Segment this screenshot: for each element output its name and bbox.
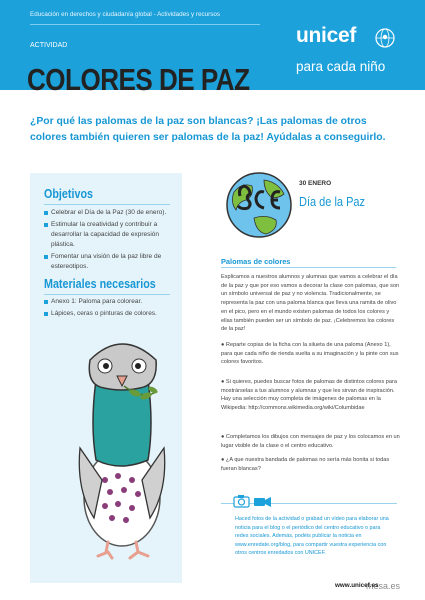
footer-url[interactable]: www.unicef.es bbox=[335, 582, 379, 589]
list-item: Estimular la creatividad y contribuir a desarrollar la capacidad de expresión plástica. bbox=[44, 220, 174, 250]
materials-divider bbox=[44, 294, 170, 295]
watermark: mesa.es bbox=[366, 581, 401, 591]
camera-icon bbox=[233, 493, 273, 509]
list-item: Fomentar una visión de la paz libre de estereotipos. bbox=[44, 252, 174, 272]
objectives-heading: Objetivos bbox=[44, 187, 93, 201]
materials-heading: Materiales necesarios bbox=[44, 277, 156, 291]
content-paragraph-2: ● Reparte copias de la ficha con la silueta de una paloma (Anexo 1), para que cada niño de rienda suelta a su imaginación y la pinte con sus colores favoritos. bbox=[221, 342, 399, 366]
unicef-logo[interactable] bbox=[296, 24, 402, 82]
logo-tagline: para cada niño bbox=[296, 59, 386, 74]
header-divider bbox=[30, 24, 260, 25]
list-item: Anexo 1: Paloma para colorear. bbox=[44, 297, 174, 307]
objectives-list bbox=[44, 208, 174, 274]
logo-word: unicef bbox=[296, 24, 357, 47]
event-date: 30 ENERO bbox=[299, 180, 332, 187]
header-strip-text: Educación en derechos y ciudadanía global - Actividades y recursos bbox=[30, 11, 221, 18]
earth-globe-icon bbox=[224, 170, 294, 240]
content-paragraph-4: ● Completamos los dibujos con mensajes de paz y los colocamos en un lugar visible de la clase o el centro educativo. bbox=[221, 434, 400, 449]
list-item: Celebrar el Día de la Paz (30 de enero). bbox=[44, 208, 174, 218]
materials-list bbox=[44, 297, 174, 321]
content-paragraph-1: Explicamos a nuestros alumnos y alumnas que vamos a celebrar el día de la paz y que por eso vamos a decorar la clase con palomas, que son un símbolo universal de paz y no violencia. Tradicionalmente, se representa la paz con una paloma blanca que lleva una ramita de olivo en el pico, pero en el mundo existen palomas de todos los colores y ellas también pueden ser un símbolo de paz. ¡Celebremos los colores de la paz! bbox=[221, 274, 400, 333]
section-heading: Palomas de colores bbox=[221, 257, 291, 266]
event-title: Día de la Paz bbox=[299, 195, 366, 209]
tip-text: Haced fotos de la actividad o grabad un vídeo para elaborar una noticia para el blog o el periódico del centro educativo o para redes sociales. Además, podéis publicar la noticia en www.enredate.org/blog, para compartir vuestra experiencia con otros centros enredados con UNICEF. bbox=[235, 516, 389, 557]
pigeon-illustration bbox=[60, 330, 180, 560]
content-paragraph-3: ● Si quieres, puedes buscar fotos de palomas de distintos colores para mostrárselas a tus alumnos y alumnas y que les sirvan de inspiración. Hay una selección muy completa de imágenes de palomas en la Wikipedia: http://commons.wikimedia.org/wiki/Columbidae bbox=[221, 379, 397, 412]
list-item: Lápices, ceras o pinturas de colores. bbox=[44, 309, 174, 319]
section-divider bbox=[221, 267, 396, 268]
activity-label: ACTIVIDAD bbox=[30, 42, 68, 49]
content-paragraph-5: ● ¿A que nuestra bandada de palomas no sería más bonita si todas fueran blancas? bbox=[221, 457, 390, 472]
unicef-globe-icon bbox=[374, 27, 396, 49]
intro-text: ¿Por qué las palomas de la paz son blancas? ¡Las palomas de otros colores también quieren ser palomas de la paz! Ayúdalas a conseguirlo. bbox=[30, 116, 386, 143]
objectives-divider bbox=[44, 204, 170, 205]
page-title: COLORES DE PAZ bbox=[27, 62, 250, 97]
